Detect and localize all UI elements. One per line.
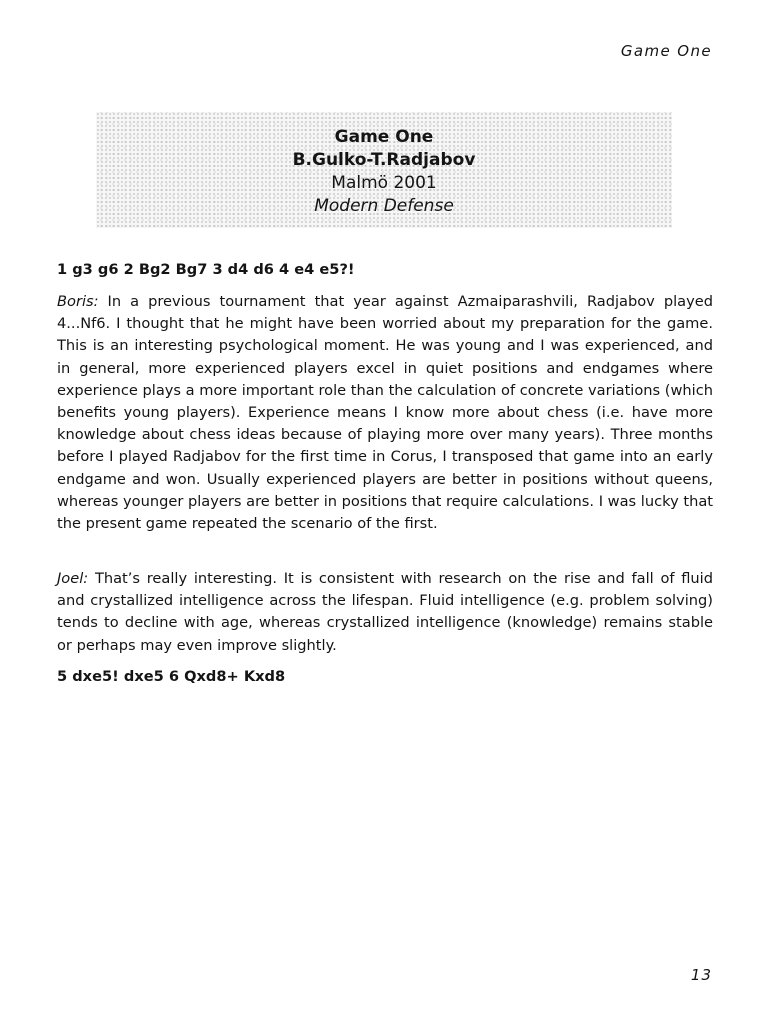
event: Malmö 2001 (331, 173, 437, 193)
speaker-label: Joel: (57, 570, 89, 587)
game-title: Game One (334, 127, 434, 147)
running-head: Game One (620, 42, 712, 60)
game-header (0, 126, 768, 218)
comment-boris (57, 291, 713, 535)
opening-name: Modern Defense (314, 196, 454, 216)
page-number: 13 (690, 966, 712, 984)
moves-line: 1 g3 g6 2 Bg2 Bg7 3 d4 d6 4 e4 e5?! (57, 261, 355, 278)
speaker-label: Boris: (57, 293, 99, 310)
comment-text: That’s really interesting. It is consistent with research on the rise and fall of fluid and crystallized intelligence across the lifespan. Fluid intelligence (e.g. problem solving) tends to decline with age, whereas crystallized intelligence (knowledge) remains stable or perhaps may even improve slightly. (57, 570, 714, 654)
comment-joel (57, 568, 713, 657)
comment-text: In a previous tournament that year against Azmaiparashvili, Radjabov played 4...Nf6. I thought that he might have been worried about my preparation for the game. This is an interesting psychological moment. He was young and I was experienced, and in general, more experienced players excel in quiet positions and endgames where experience plays a more important role than the calculation of concrete variations (which benefits young players). Experience means I know more about chess (i.e. have more knowledge about chess ideas because of playing more over many years). Three months before I played Radjabov for the first time in Corus, I transposed that game into an early endgame and won. Usually experienced players are better in positions without queens, whereas younger players are better in positions that require calculations. I was lucky that the present game repeated the scenario of the first. (57, 293, 713, 533)
players: B.Gulko-T.Radjabov (292, 150, 476, 170)
moves-line: 5 dxe5! dxe5 6 Qxd8+ Kxd8 (57, 668, 286, 685)
